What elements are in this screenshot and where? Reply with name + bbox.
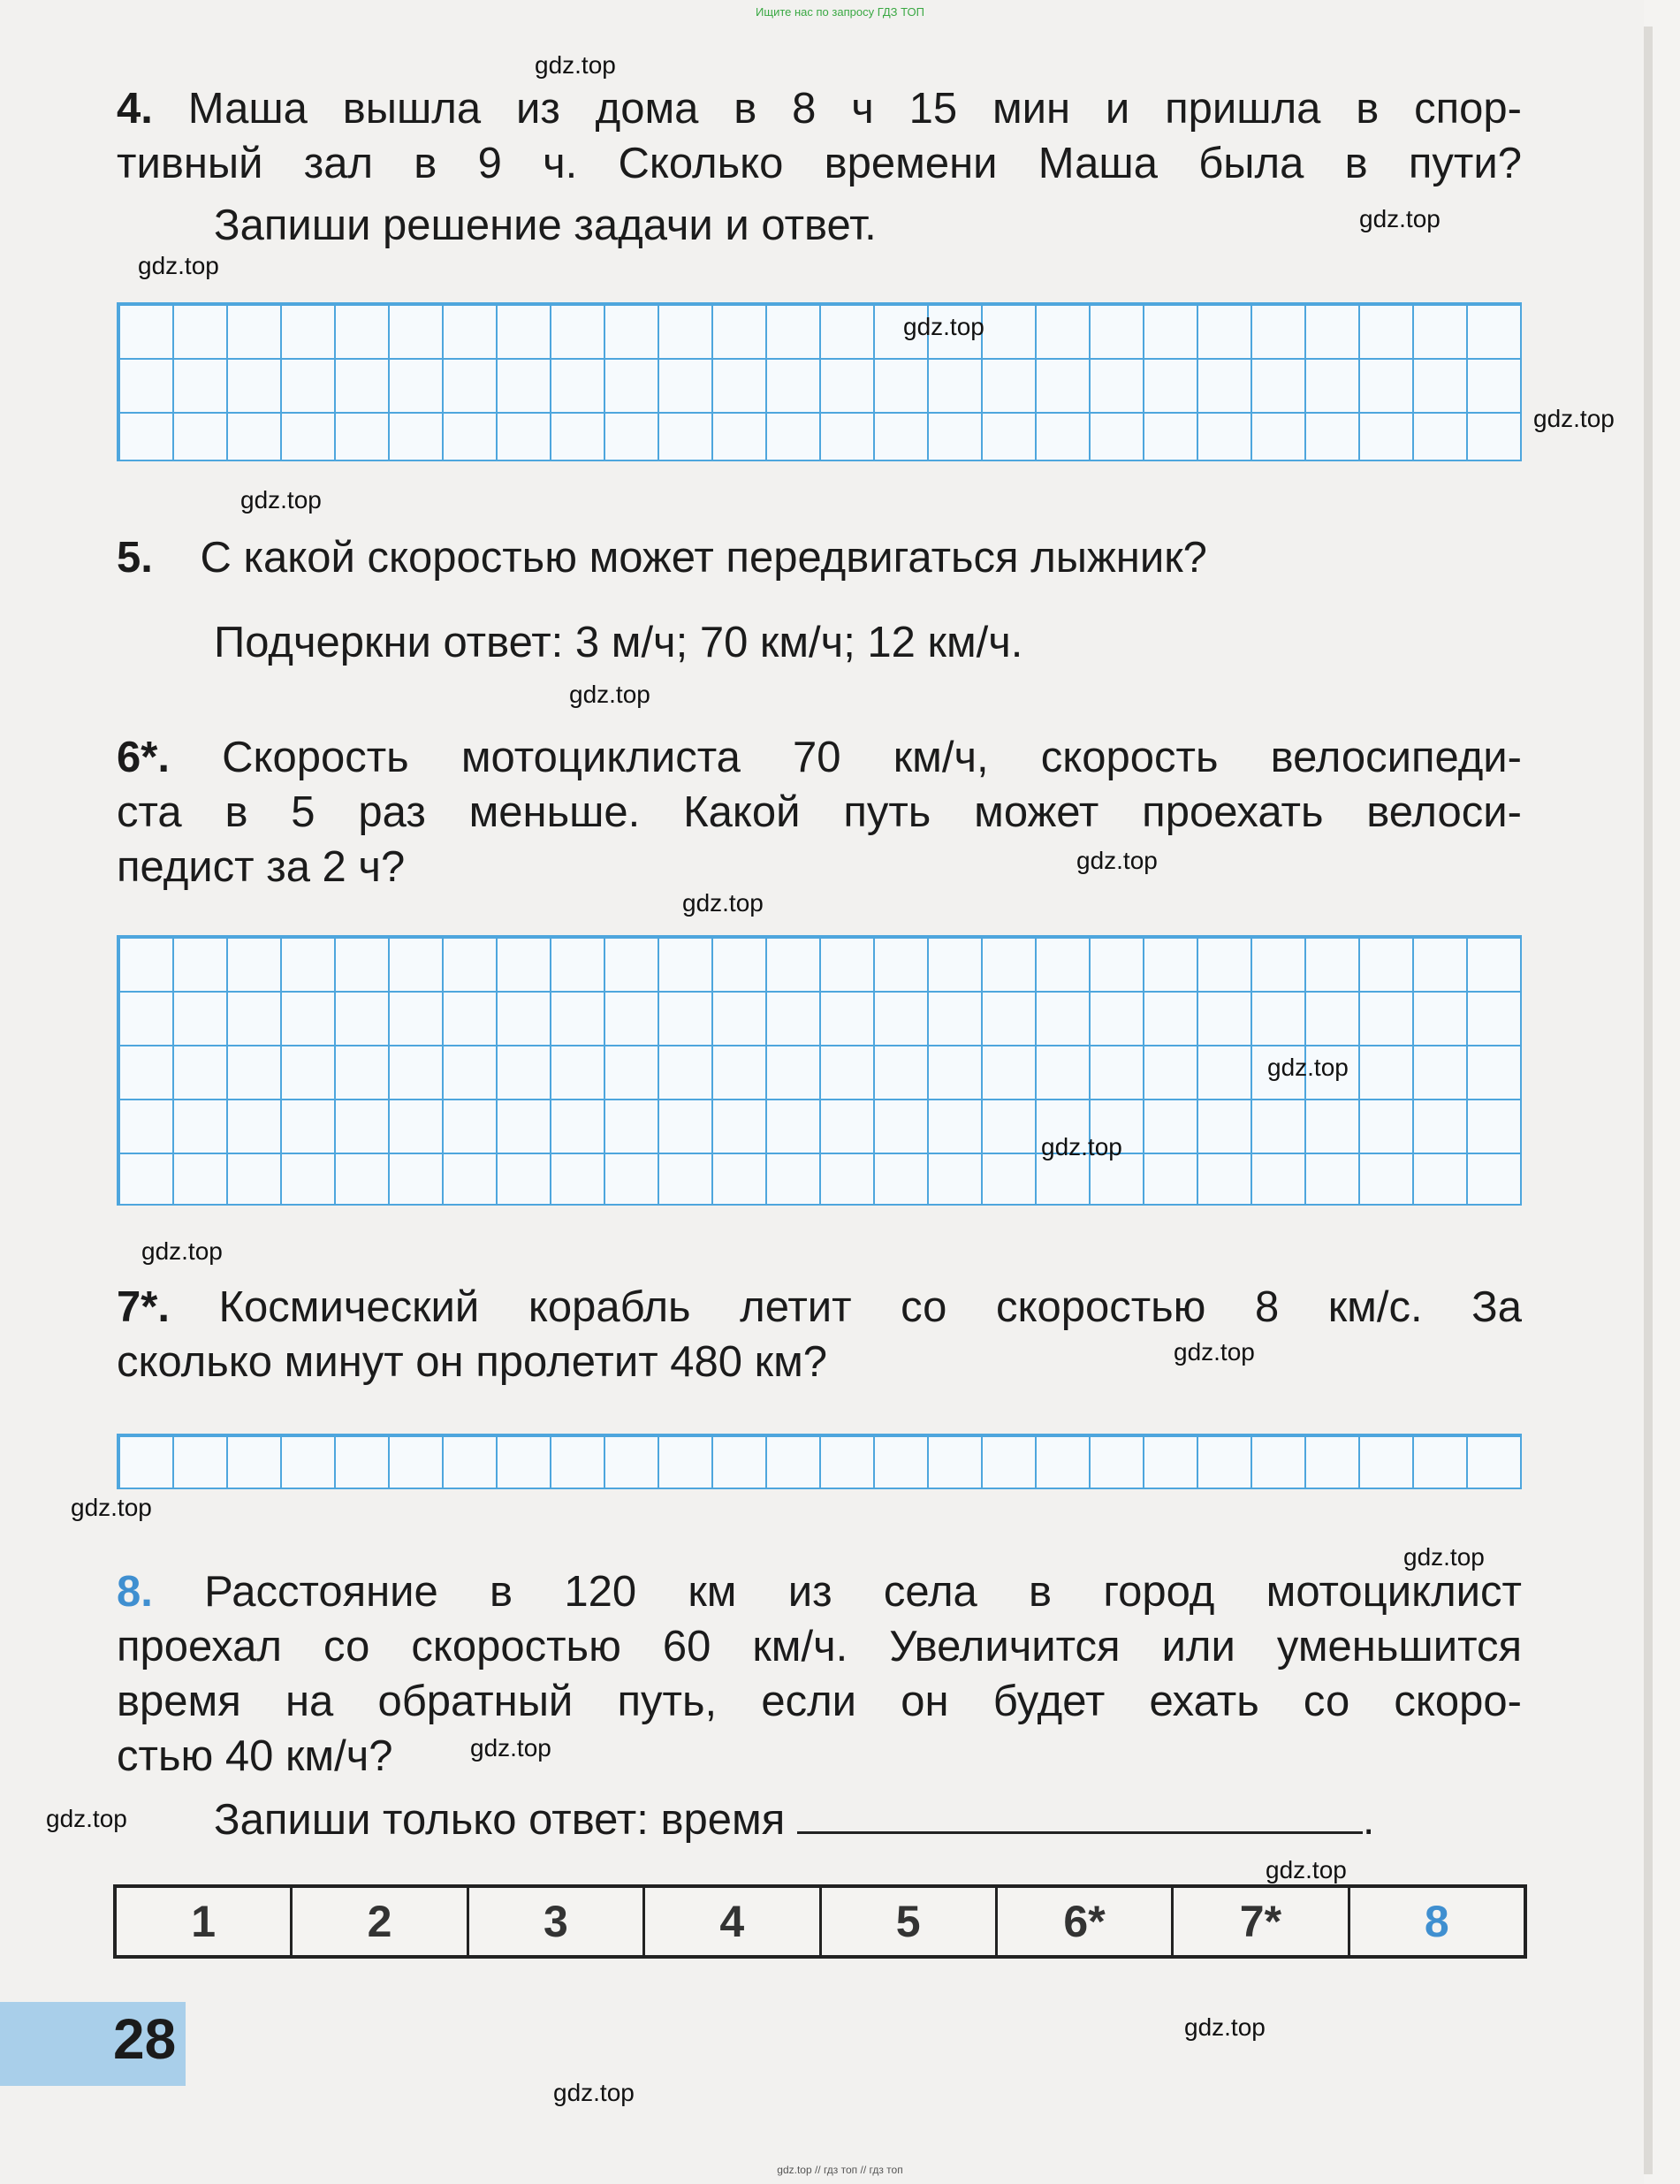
task-7 — [117, 1280, 1522, 1389]
score-cell-3: 3 — [469, 1888, 645, 1955]
task-6 — [117, 730, 1522, 894]
task-5-number: 5. — [117, 534, 153, 582]
task-8-number: 8. — [117, 1568, 153, 1616]
task-5 — [117, 530, 1522, 670]
task-8-line4: стью 40 км/ч? — [117, 1732, 393, 1780]
watermark: gdz.top — [553, 2079, 635, 2106]
task-4-line2: тивный зал в 9 ч. Сколько времени Маша была в пути? — [117, 140, 1522, 187]
task-6-line3: педист за 2 ч? — [117, 843, 406, 891]
task-8-line5: Запиши только ответ: время — [214, 1796, 786, 1844]
score-cell-6: 6* — [998, 1888, 1174, 1955]
score-cell-5: 5 — [822, 1888, 998, 1955]
watermark: gdz.top — [141, 1237, 223, 1265]
search-note: Ищите нас по запросу ГДЗ ТОП — [756, 5, 924, 19]
watermark: gdz.top — [1267, 1054, 1349, 1081]
task-7-line1: Космический корабль летит со скоростью 8 км/с. За — [218, 1283, 1522, 1331]
task-7-line2: сколько минут он пролетит 480 км? — [117, 1338, 828, 1386]
watermark: gdz.top — [46, 1805, 127, 1832]
task-6-line2: ста в 5 раз меньше. Какой путь может проехать велоси- — [117, 788, 1522, 836]
task-8-line1: Расстояние в 120 км из села в город мотоциклист — [204, 1568, 1522, 1616]
watermark: gdz.top — [240, 486, 322, 514]
task-8 — [117, 1564, 1522, 1847]
answer-line-task-8[interactable] — [797, 1792, 1363, 1834]
watermark: gdz.top — [535, 51, 616, 79]
score-table — [113, 1884, 1527, 1959]
score-cell-1: 1 — [117, 1888, 293, 1955]
answer-grid-task-7[interactable] — [117, 1434, 1522, 1489]
watermark: gdz.top — [1041, 1133, 1122, 1160]
watermark: gdz.top — [1533, 405, 1615, 432]
page-number: 28 — [113, 2007, 177, 2071]
task-4-line3: Запиши решение задачи и ответ. — [214, 202, 877, 249]
footer-note: gdz.top // гдз топ // гдз топ — [777, 2164, 903, 2176]
task-7-number: 7*. — [117, 1283, 170, 1331]
task-4-line1: Маша вышла из дома в 8 ч 15 мин и пришла в спор- — [187, 85, 1522, 133]
score-cell-2: 2 — [293, 1888, 468, 1955]
task-5-line2: Подчеркни ответ: 3 м/ч; 70 км/ч; 12 км/ч. — [214, 619, 1023, 666]
watermark: gdz.top — [1184, 2013, 1266, 2041]
watermark: gdz.top — [903, 313, 984, 340]
watermark: gdz.top — [1403, 1543, 1485, 1571]
score-cell-7: 7* — [1174, 1888, 1349, 1955]
watermark: gdz.top — [569, 681, 650, 708]
task-8-period: . — [1362, 1796, 1375, 1844]
task-4-number: 4. — [117, 85, 153, 133]
watermark: gdz.top — [138, 252, 219, 279]
score-cell-8: 8 — [1424, 1897, 1449, 1946]
task-8-line3: время на обратный путь, если он будет ехать со скоро- — [117, 1678, 1522, 1725]
task-8-line2: проехал со скоростью 60 км/ч. Увеличится или уменьшится — [117, 1623, 1522, 1670]
watermark: gdz.top — [1076, 847, 1158, 874]
watermark: gdz.top — [1174, 1338, 1255, 1366]
watermark: gdz.top — [1359, 205, 1441, 232]
task-4 — [117, 81, 1522, 253]
watermark: gdz.top — [470, 1734, 551, 1762]
score-cell-4: 4 — [645, 1888, 821, 1955]
task-5-line1: С какой скоростью может передвигаться лыжник? — [200, 534, 1207, 582]
watermark: gdz.top — [682, 889, 764, 917]
watermark: gdz.top — [1266, 1856, 1347, 1883]
answer-grid-task-4[interactable] — [117, 302, 1522, 461]
watermark: gdz.top — [71, 1494, 152, 1521]
page-edge — [1644, 27, 1653, 2174]
task-6-number: 6*. — [117, 734, 170, 781]
task-6-line1: Скорость мотоциклиста 70 км/ч, скорость велосипеди- — [222, 734, 1522, 781]
